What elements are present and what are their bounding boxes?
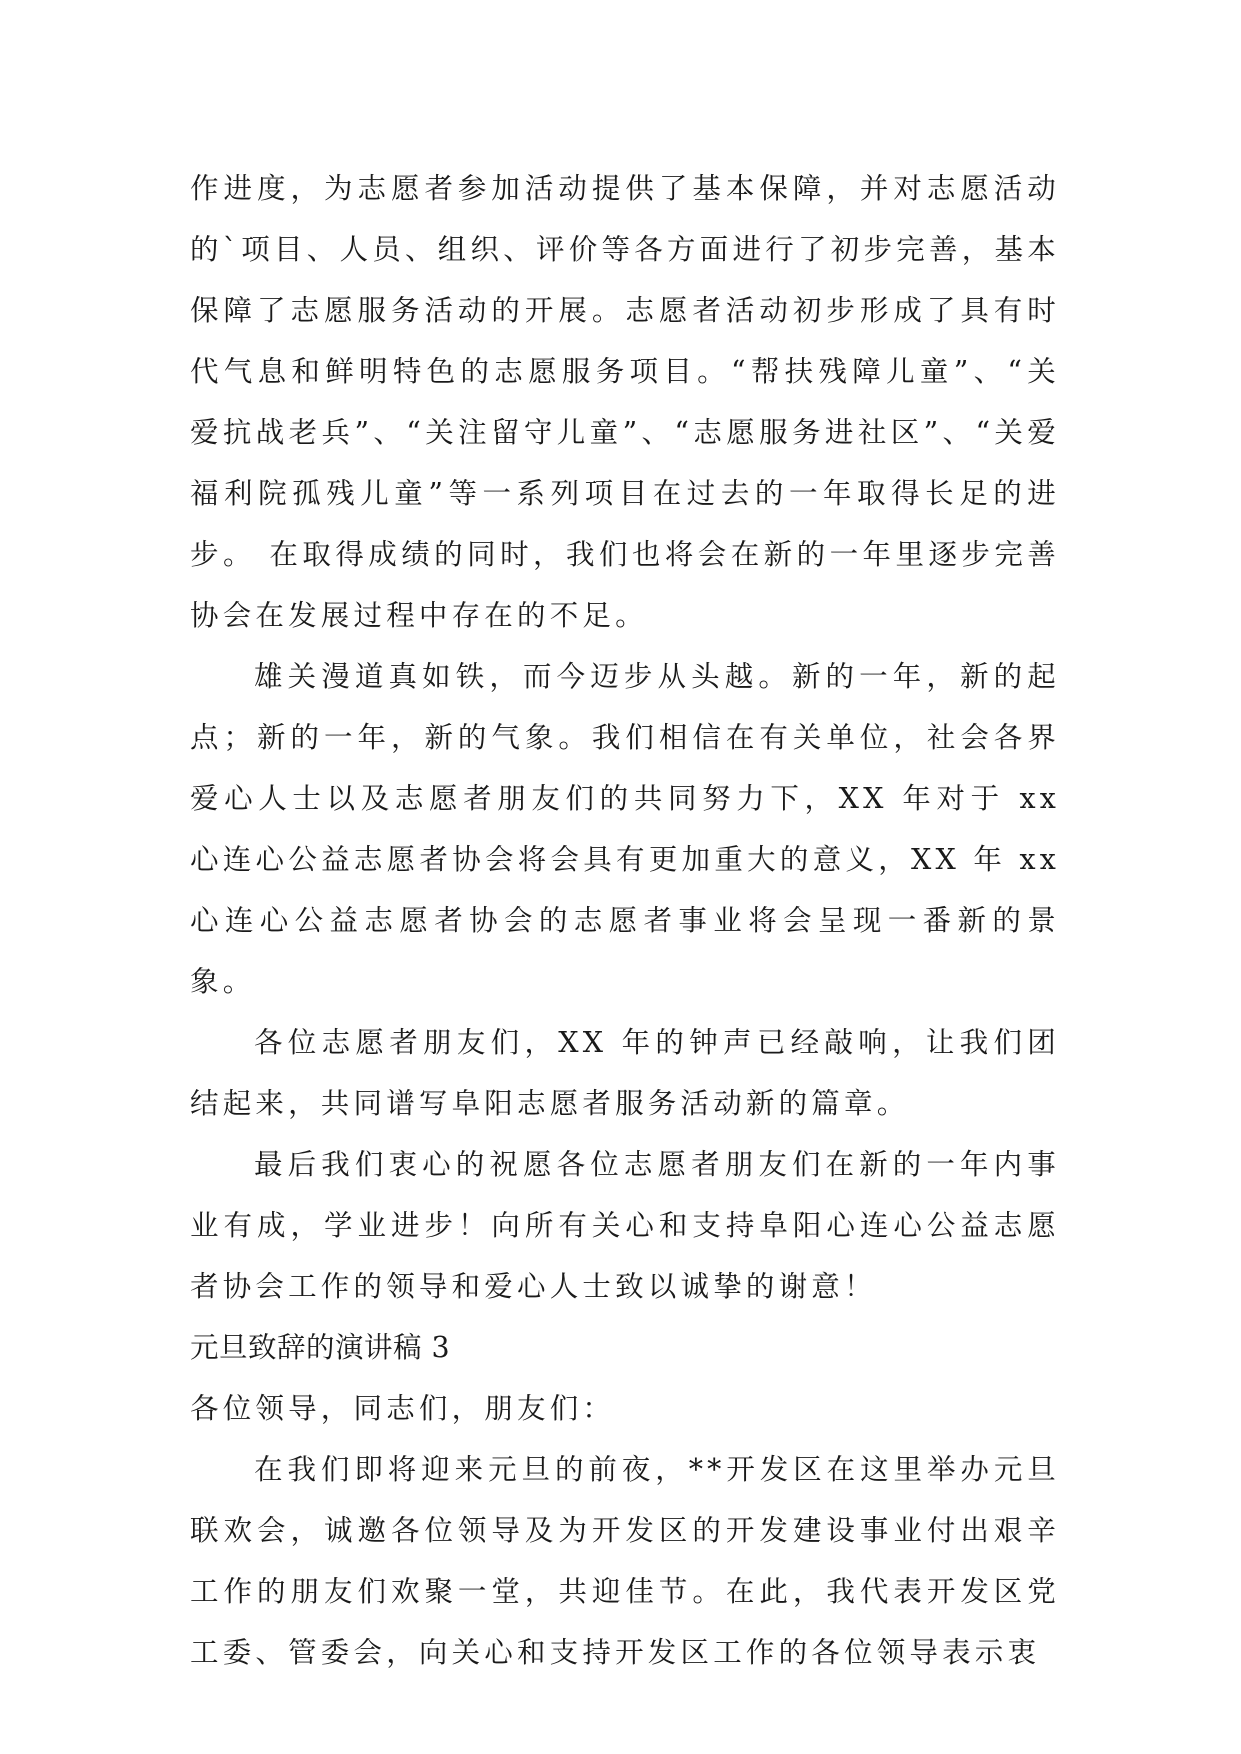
document-body: [190, 158, 1060, 1683]
salutation: 各位领导，同志们，朋友们：: [190, 1392, 616, 1425]
paragraph-1: 作进度，为志愿者参加活动提供了基本保障，并对志愿活动的`项目、人员、组织、评价等各方面进行了初步完善，基本保障了志愿服务活动的开展。志愿者活动初步形成了具有时代气息和鲜明特色的志愿服务项目。“帮扶残障儿童”、“关爱抗战老兵”、“关注留守儿童”、“志愿服务进社区”、“关爱福利院孤残儿童”等一系列项目在过去的一年取得长足的进步。 在取得成绩的同时，我们也将会在新的一年里逐步完善协会在发展过程中存在的不足。: [190, 172, 1060, 632]
section-heading: 元旦致辞的演讲稿 3: [190, 1331, 451, 1364]
paragraph-3: 各位志愿者朋友们，XX 年的钟声已经敲响，让我们团结起来，共同谱写阜阳志愿者服务活动新的篇章。: [190, 1026, 1060, 1120]
paragraph-4: 最后我们衷心的祝愿各位志愿者朋友们在新的一年内事业有成，学业进步！向所有关心和支持阜阳心连心公益志愿者协会工作的领导和爱心人士致以诚挚的谢意！: [190, 1148, 1060, 1303]
paragraph-2: 雄关漫道真如铁，而今迈步从头越。新的一年，新的起点；新的一年，新的气象。我们相信在有关单位，社会各界爱心人士以及志愿者朋友们的共同努力下，XX 年对于 xx 心连心公益志愿者协会将会具有更加重大的意义，XX 年 xx 心连心公益志愿者协会的志愿者事业将会呈现一番新的景象。: [190, 660, 1060, 998]
paragraph-5: 在我们即将迎来元旦的前夜，**开发区在这里举办元旦联欢会，诚邀各位领导及为开发区的开发建设事业付出艰辛工作的朋友们欢聚一堂，共迎佳节。在此，我代表开发区党工委、管委会，向关心和支持开发区工作的各位领导表示衷: [190, 1453, 1060, 1669]
